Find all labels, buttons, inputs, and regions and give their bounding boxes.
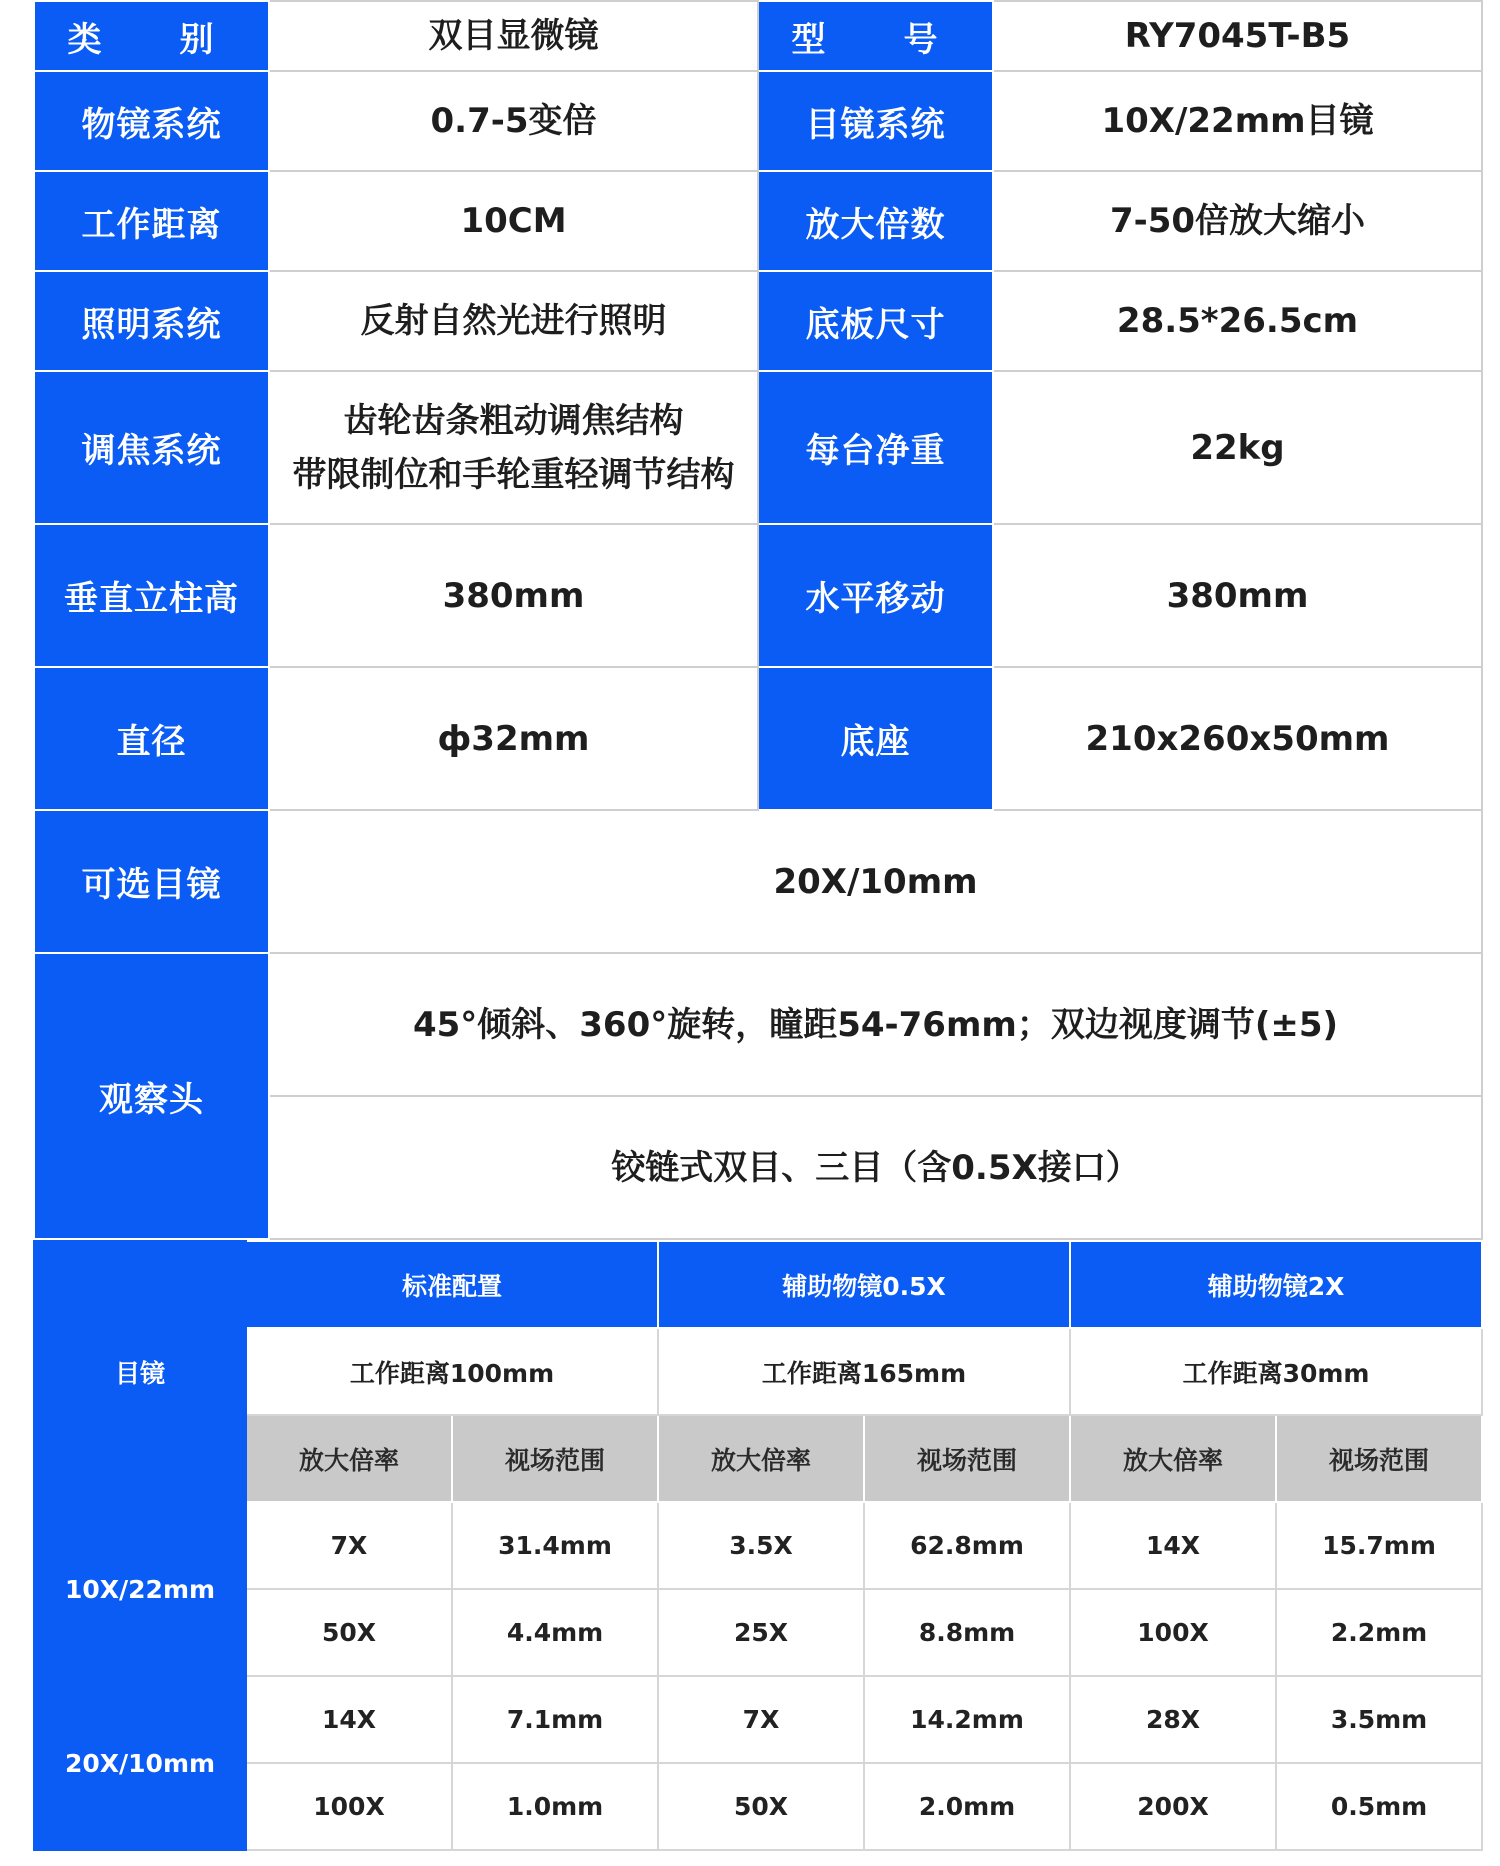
config-data-row	[34, 1502, 1482, 1589]
config-header: 辅助物镜0.5X	[658, 1241, 1070, 1328]
table-cell: 28X	[1070, 1676, 1276, 1763]
table-cell: 100X	[246, 1763, 452, 1850]
spec-value: 10X/22mm目镜	[993, 71, 1482, 171]
spec-label: 可选目镜	[34, 810, 269, 953]
spec-label: 直径	[34, 667, 269, 810]
spec-value: 反射自然光进行照明	[269, 271, 758, 371]
spec-label: 型 号	[758, 1, 993, 71]
table-cell: 14X	[1070, 1502, 1276, 1589]
spec-value	[269, 371, 758, 524]
spec-label: 物镜系统	[34, 71, 269, 171]
table-cell: 15.7mm	[1276, 1502, 1482, 1589]
spec-value: 380mm	[269, 524, 758, 667]
spec-value-line: 齿轮齿条粗动调焦结构	[343, 400, 684, 441]
config-header-row	[34, 1241, 1482, 1328]
spec-row	[34, 524, 1482, 667]
table-cell: 8.8mm	[864, 1589, 1070, 1676]
spec-label: 观察头	[34, 953, 269, 1239]
spec-sheet	[33, 0, 1481, 1851]
spec-value: 7-50倍放大缩小	[993, 171, 1482, 271]
table-cell: 31.4mm	[452, 1502, 658, 1589]
sub-header: 视场范围	[864, 1415, 1070, 1502]
config-distance-row	[34, 1328, 1482, 1415]
sub-header: 视场范围	[452, 1415, 658, 1502]
spec-row	[34, 667, 1482, 810]
spec-label: 水平移动	[758, 524, 993, 667]
spec-label: 调焦系统	[34, 371, 269, 524]
spec-value: 380mm	[993, 524, 1482, 667]
spec-value: 22kg	[993, 371, 1482, 524]
spec-label: 垂直立柱高	[34, 524, 269, 667]
working-distance: 工作距离30mm	[1070, 1328, 1482, 1415]
table-cell: 4.4mm	[452, 1589, 658, 1676]
eyepiece-label: 目镜	[34, 1328, 246, 1415]
working-distance: 工作距离100mm	[246, 1328, 658, 1415]
table-cell: 1.0mm	[452, 1763, 658, 1850]
table-cell: 50X	[246, 1589, 452, 1676]
sub-header: 放大倍率	[658, 1415, 864, 1502]
spec-label: 类 别	[34, 1, 269, 71]
spec-row	[34, 1, 1482, 71]
table-cell: 50X	[658, 1763, 864, 1850]
eyepiece-group: 10X/22mm	[34, 1502, 246, 1676]
spec-label: 每台净重	[758, 371, 993, 524]
config-data-row	[34, 1676, 1482, 1763]
spec-value: 210x260x50mm	[993, 667, 1482, 810]
table-cell: 100X	[1070, 1589, 1276, 1676]
spec-row	[34, 71, 1482, 171]
spec-value: 双目显微镜	[269, 1, 758, 71]
config-blank	[34, 1415, 246, 1502]
table-cell: 7X	[246, 1502, 452, 1589]
table-cell: 3.5mm	[1276, 1676, 1482, 1763]
spec-label: 工作距离	[34, 171, 269, 271]
config-data-row	[34, 1589, 1482, 1676]
working-distance: 工作距离165mm	[658, 1328, 1070, 1415]
config-data-row	[34, 1763, 1482, 1850]
table-cell: 200X	[1070, 1763, 1276, 1850]
spec-row-head	[34, 953, 1482, 1096]
table-cell: 62.8mm	[864, 1502, 1070, 1589]
spec-value: 28.5*26.5cm	[993, 271, 1482, 371]
spec-label: 底板尺寸	[758, 271, 993, 371]
spec-label: 底座	[758, 667, 993, 810]
spec-value: RY7045T-B5	[993, 1, 1482, 71]
config-header: 辅助物镜2X	[1070, 1241, 1482, 1328]
spec-value: 45°倾斜、360°旋转，瞳距54-76mm；双边视度调节(±5)	[269, 953, 1482, 1096]
table-cell: 3.5X	[658, 1502, 864, 1589]
spec-value: 20X/10mm	[269, 810, 1482, 953]
table-cell: 7X	[658, 1676, 864, 1763]
table-cell: 0.5mm	[1276, 1763, 1482, 1850]
table-cell: 7.1mm	[452, 1676, 658, 1763]
spec-value: 10CM	[269, 171, 758, 271]
eyepiece-group: 20X/10mm	[34, 1676, 246, 1850]
sub-header: 视场范围	[1276, 1415, 1482, 1502]
spec-label: 目镜系统	[758, 71, 993, 171]
spec-value: ф32mm	[269, 667, 758, 810]
table-cell: 2.2mm	[1276, 1589, 1482, 1676]
spec-row-optional	[34, 810, 1482, 953]
sub-header: 放大倍率	[246, 1415, 452, 1502]
spec-value: 铰链式双目、三目（含0.5X接口）	[269, 1096, 1482, 1239]
table-cell: 2.0mm	[864, 1763, 1070, 1850]
sub-header: 放大倍率	[1070, 1415, 1276, 1502]
table-cell: 14X	[246, 1676, 452, 1763]
spec-label: 放大倍数	[758, 171, 993, 271]
config-table	[33, 1240, 1483, 1851]
spec-label: 照明系统	[34, 271, 269, 371]
spec-value: 0.7-5变倍	[269, 71, 758, 171]
config-header: 标准配置	[246, 1241, 658, 1328]
spec-row	[34, 271, 1482, 371]
spec-value-line: 带限制位和手轮重轻调节结构	[292, 454, 735, 495]
spec-table	[33, 0, 1483, 1240]
table-cell: 14.2mm	[864, 1676, 1070, 1763]
config-corner	[34, 1241, 246, 1328]
spec-row	[34, 371, 1482, 524]
spec-row	[34, 171, 1482, 271]
table-cell: 25X	[658, 1589, 864, 1676]
config-subheader-row	[34, 1415, 1482, 1502]
